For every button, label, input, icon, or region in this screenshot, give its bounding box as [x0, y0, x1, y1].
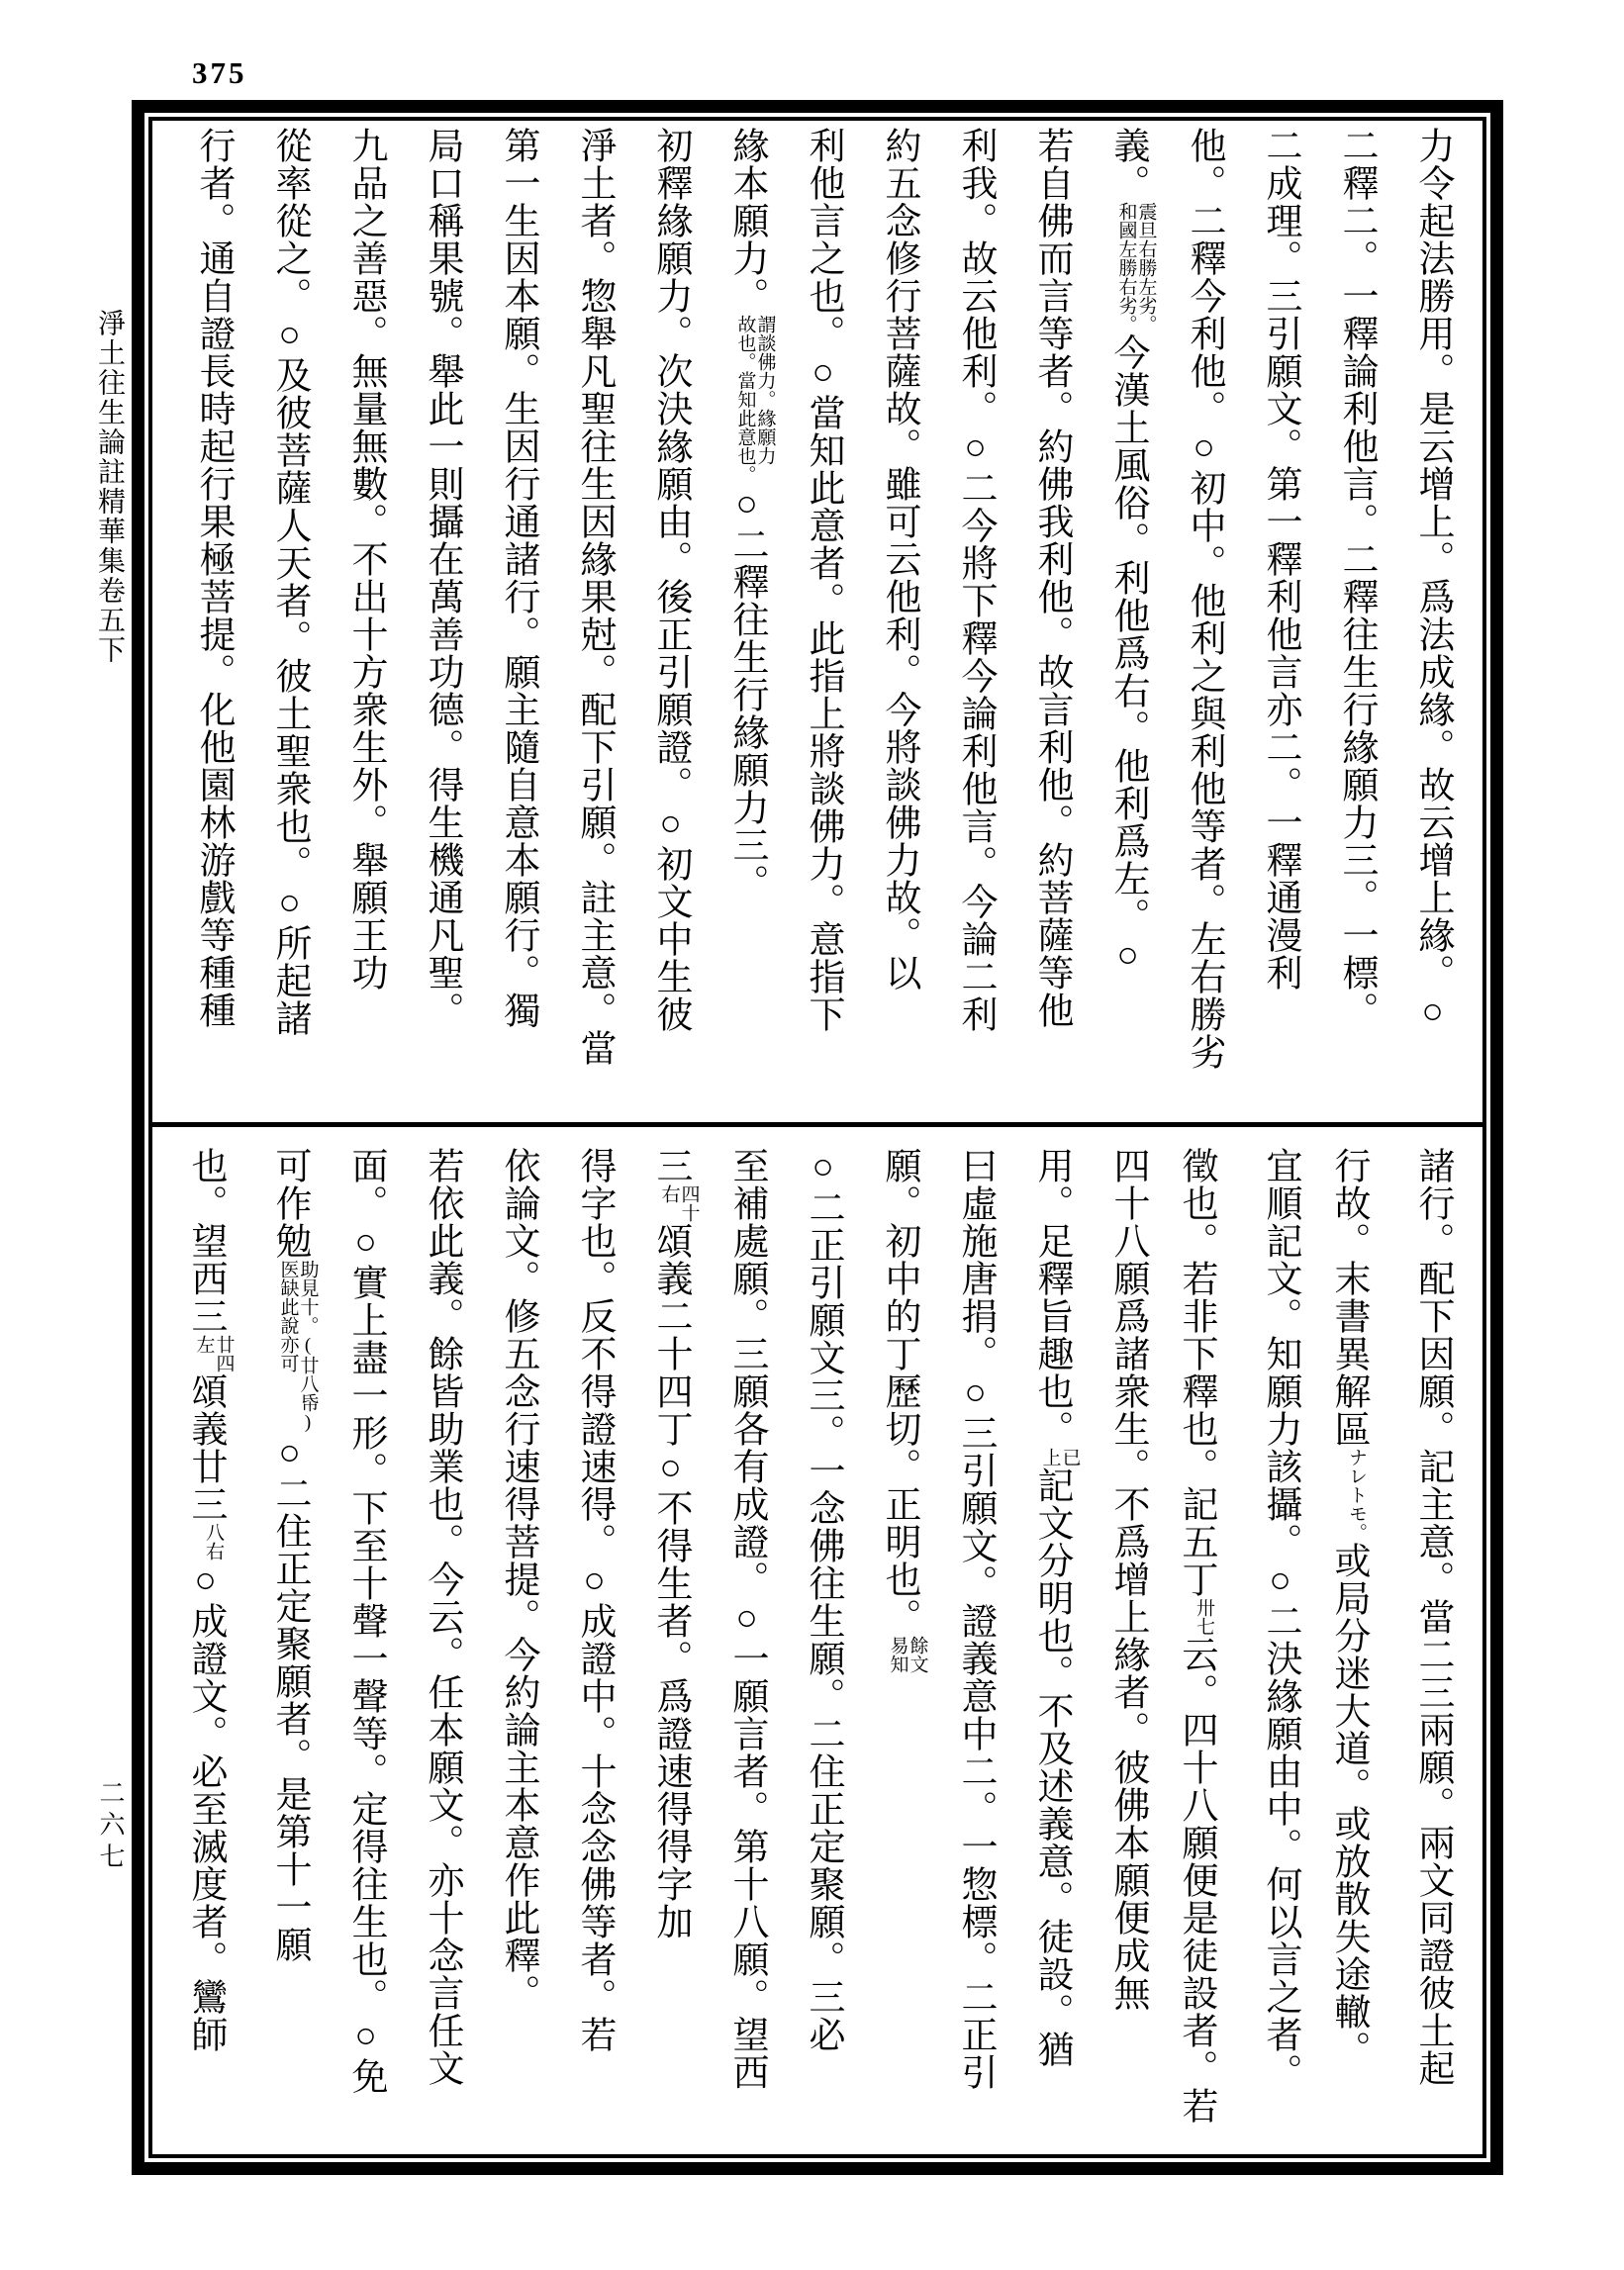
small-annotation: ナレトモ。 [1346, 1448, 1367, 1542]
text-column: 宜順記文。知願力該攝。○二決緣願由中。何以言之者。 [1260, 1147, 1300, 2091]
text-column: 若自佛而言等者。約佛我利他。故言利他。約菩薩等他 [1031, 127, 1072, 1029]
text-column: 利我。故云他利。○二今將下釋今論利他言。今論二利 [955, 127, 996, 1033]
text-column: 初釋緣願力。次決緣願由。後正引願證。○初文中生彼 [650, 127, 691, 1033]
volume-title-margin: 淨土往生論註精華集卷五下 [94, 309, 125, 665]
text-column: 行故。末書異解區ナレトモ。或局分迷大道。或放散失途轍。 [1328, 1147, 1370, 2068]
text-column: 徵也。若非下釋也。記五丁卅七云。四十八願便是徒設者。若 [1176, 1147, 1217, 2125]
text-frame [132, 100, 1503, 2175]
text-column: ○二正引願文三。一念佛往生願。二住正定聚願。三必 [803, 1147, 843, 2053]
text-column: 局口稱果號。舉此一則攝在萬善功德。得生機通凡聖。 [422, 127, 462, 1029]
warichu-note: 廿四 左 [193, 1335, 235, 1372]
text-column: 力令起法勝用。是云增上。爲法成緣。故云增上緣。○ [1412, 127, 1453, 1033]
small-annotation: 八右 [203, 1523, 224, 1561]
text-column: 他。二釋今利他。○初中。他利之與利他等者。左右勝劣 [1184, 127, 1224, 1071]
text-column: 用。足釋旨趣也。 已 上 記文分明也。不及述義意。徒設。猶 [1031, 1147, 1081, 2068]
warichu-note: 助見十。(廿八帋) 医缺此說亦可 [277, 1260, 319, 1433]
warichu-note: 謂談佛力。緣願力 故也。當知此意也。 [734, 315, 776, 484]
text-column: 得字也。反不得證速得。○成證中。十念念佛等者。若 [574, 1147, 615, 2053]
text-frame-inner-rule [148, 117, 1486, 2158]
text-column: 願。初中的丁歷切。正明也。 餘文 易知 [879, 1147, 928, 1673]
text-column: 若依此義。餘皆助業也。今云。任本願文。亦十念言任文 [422, 1147, 462, 2087]
text-column: 四十八願爲諸衆生。不爲增上緣者。彼佛本願便成無 [1107, 1147, 1148, 2012]
lower-text-block [152, 1127, 1482, 2154]
small-annotation: 卅七 [1194, 1598, 1214, 1636]
text-column: 九品之善惡。無量無數。不出十方衆生外。舉願王功 [345, 127, 386, 992]
text-column: 面。○實上盡一形。下至十聲一聲等。定得往生也。○免 [345, 1147, 386, 2095]
text-column: 約五念修行菩薩故。雖可云他利。今將談佛力故。以 [879, 127, 919, 992]
text-column: 諸行。配下因願。記主意。當二三兩願。兩文同證彼土起 [1412, 1147, 1453, 2087]
folio-number: 375 [192, 55, 247, 90]
warichu-note: 餘文 易知 [887, 1636, 928, 1673]
text-column: 淨土者。惣舉凡聖往生因緣果尅。配下引願。註主意。當 [574, 127, 615, 1067]
text-column: 從率從之。○及彼菩薩人天者。彼土聖衆也。○所起諸 [269, 127, 310, 1037]
text-column: 二釋二。一釋論利他言。二釋往生行緣願力三。一標。 [1336, 127, 1377, 1029]
page-number-kanji: 二六七 [96, 1779, 125, 1874]
text-column: 第一生因本願。生因行通諸行。願主隨自意本願行。獨 [498, 127, 538, 1029]
text-column: 義。 震旦右勝左劣。 和國左勝右劣。 今漢土風俗。利他爲右。他利爲左。○ [1107, 127, 1157, 977]
text-column: 利他言之也。○當知此意者。此指上將談佛力。意指下 [803, 127, 843, 1033]
warichu-note: 四十 右 [658, 1184, 700, 1222]
text-column: 行者。通自證長時起行果極菩提。化他園林游戲等種種 [193, 127, 234, 1029]
text-column: 也。望西三 廿四 左 頌義廿三八右○成證文。必至滅度者。鸞師 [185, 1147, 235, 2053]
text-column: 二成理。三引願文。第一釋利他言亦二。一釋通漫利 [1260, 127, 1300, 992]
text-column: 三 四十 右 頌義二十四丁○不得生者。爲證速得得字加 [650, 1147, 700, 1940]
text-column: 依論文。修五念行速得菩提。今約論主本意作此釋。 [498, 1147, 538, 2012]
warichu-note: 已 上 [1039, 1448, 1081, 1466]
warichu-note: 震旦右勝左劣。 和國左勝右劣。 [1115, 202, 1157, 333]
upper-text-block [152, 121, 1482, 1122]
text-column: 至補處願。三願各有成證。○一願言者。第十八願。望西 [726, 1147, 767, 2091]
text-column: 可作勉 助見十。(廿八帋) 医缺此說亦可 ○二住正定聚願者。是第十一願 [269, 1147, 319, 1963]
text-column: 曰虛施唐捐。○三引願文。證義意中二。一惣標。二正引 [955, 1147, 996, 2091]
text-column: 緣本願力。 謂談佛力。緣願力 故也。當知此意也。 ○二釋往生行緣願力三。 [726, 127, 776, 901]
